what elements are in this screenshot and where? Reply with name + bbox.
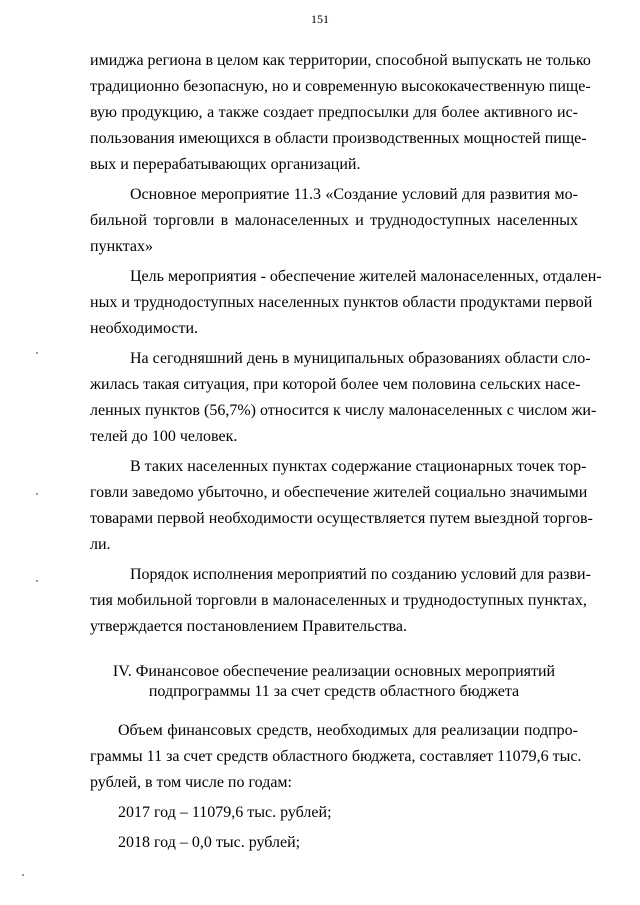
paragraph	[90, 562, 591, 640]
text-line: Основное мероприятие 11.3 «Создание условий для развития мо-	[130, 186, 578, 203]
paragraph	[90, 48, 591, 178]
text-line: тия мобильной торговли в малонаселенных и труднодоступных пунктах,	[90, 592, 587, 609]
text-line: ленных пунктов (56,7%) относится к числу малонаселенных с числом жи-	[90, 402, 597, 419]
text-line: традиционно безопасную, но и современную высококачественную пище-	[90, 78, 591, 95]
text-line: вых и перерабатывающих организаций.	[90, 156, 361, 173]
section-heading-line: подпрограммы 11 за счет средств областного бюджета	[148, 683, 520, 700]
body-text	[90, 48, 602, 640]
text-line: ли.	[90, 536, 111, 553]
year-2018-amount: 2018 год – 0,0 тыс. рублей;	[118, 834, 301, 851]
text-line: пунктах»	[90, 238, 153, 255]
text-line: товарами первой необходимости осуществляется путем выездной торгов-	[90, 510, 593, 527]
text-line: Объем финансовых средств, необходимых для реализации подпро-	[118, 722, 578, 739]
text-line: рублей, в том числе по годам:	[90, 774, 292, 791]
text-line: телей до 100 человек.	[90, 428, 238, 445]
text-line: вую продукцию, а также создает предпосылки для более активного ис-	[90, 104, 578, 121]
scan-speck	[22, 874, 24, 876]
text-line: имиджа региона в целом как территории, способной выпускать не только	[90, 52, 591, 69]
text-line: жилась такая ситуация, при которой более чем половина сельских насе-	[90, 376, 581, 393]
paragraph	[90, 346, 597, 450]
funding-paragraph	[90, 718, 582, 856]
paragraph	[90, 454, 593, 558]
text-line: На сегодняшний день в муниципальных образованиях области сло-	[130, 350, 591, 367]
text-line: говли заведомо убыточно, и обеспечение жителей социально значимыми	[90, 484, 588, 501]
section-heading	[90, 662, 578, 702]
scan-speck	[36, 580, 38, 582]
year-2017-amount: 2017 год – 11079,6 тыс. рублей;	[118, 804, 332, 821]
text-line: граммы 11 за счет средств областного бюджета, составляет 11079,6 тыс.	[90, 748, 582, 765]
text-line: Порядок исполнения мероприятий по созданию условий для разви-	[130, 566, 591, 583]
text-line: утверждается постановлением Правительства.	[90, 618, 407, 635]
scan-speck	[36, 493, 38, 495]
text-line: необходимости.	[90, 320, 199, 337]
paragraph	[90, 264, 602, 342]
text-line: ных и труднодоступных населенных пунктов области продуктами первой	[90, 294, 593, 311]
text-line: пользования имеющихся в области производственных мощностей пище-	[90, 130, 587, 147]
page-number: 151	[311, 12, 329, 26]
text-line: бильной торговли в малонаселенных и труднодоступных населенных	[90, 212, 578, 229]
scan-speck	[36, 352, 38, 354]
section-heading-line: IV. Финансовое обеспечение реализации основных мероприятий	[112, 663, 556, 680]
paragraph	[90, 182, 578, 260]
text-line: В таких населенных пунктах содержание стационарных точек тор-	[130, 458, 587, 475]
text-line: Цель мероприятия - обеспечение жителей малонаселенных, отдален-	[130, 268, 602, 285]
